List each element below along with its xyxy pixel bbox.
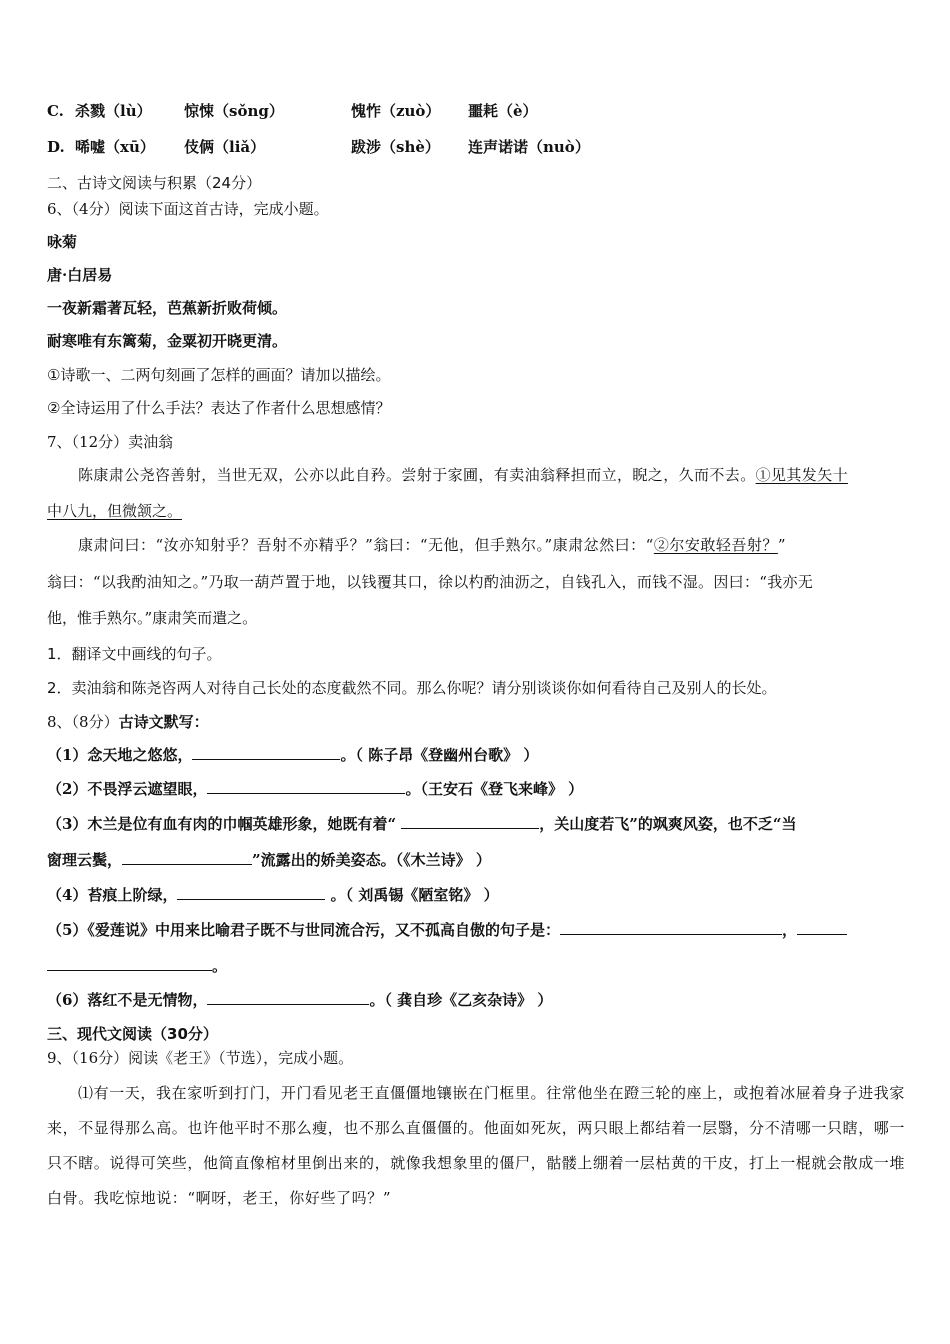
item-text: ，关山度若飞”的飒爽风姿，也不乏“当 xyxy=(539,815,797,833)
option-word: 杀戮（lù） xyxy=(75,102,152,120)
answer-blank[interactable] xyxy=(401,814,539,829)
passage-title: 卖油翁 xyxy=(128,433,174,451)
sub-question: ①诗歌一、二两句刻画了怎样的画面？请加以描绘。 xyxy=(47,366,391,384)
option-word: 愧怍（zuò） xyxy=(351,102,441,120)
option-word: 噩耗（è） xyxy=(468,102,538,120)
item-text: ， xyxy=(781,921,797,939)
answer-blank[interactable] xyxy=(207,779,405,794)
item-text: 。（ 龚自珍《乙亥杂诗》 ） xyxy=(369,991,553,1009)
passage-text: ” xyxy=(777,536,787,554)
recitation-item xyxy=(47,778,583,800)
recitation-item xyxy=(47,919,847,941)
question-prompt: 阅读下面这首古诗，完成小题。 xyxy=(118,200,329,218)
question-number: 6、（4分） xyxy=(47,200,119,218)
option-c xyxy=(47,100,907,122)
recitation-item xyxy=(47,849,491,871)
question-number: 9、（16分） xyxy=(47,1049,129,1067)
item-text: 。（ 陈子昂《登幽州台歌》 ） xyxy=(340,746,539,764)
recitation-item xyxy=(47,989,552,1011)
answer-blank[interactable] xyxy=(560,920,782,935)
answer-blank[interactable] xyxy=(47,956,212,971)
question-prompt: 古诗文默写： xyxy=(118,713,209,731)
option-label: C. xyxy=(47,102,64,120)
poem-author: 唐·白居易 xyxy=(47,266,113,284)
option-d xyxy=(47,136,907,158)
recitation-item xyxy=(47,955,227,977)
sub-question: ②全诗运用了什么手法？表达了作者什么思想感情？ xyxy=(47,399,391,417)
item-text: （5）《爱莲说》中用来比喻君子既不与世同流合污，又不孤高自傲的句子是： xyxy=(47,921,560,939)
question-number: 7、（12分） xyxy=(47,433,129,451)
item-text: （4）苔痕上阶绿， xyxy=(47,886,178,904)
passage-text: 陈康肃公尧咨善射，当世无双，公亦以此自矜。尝射于家圃，有卖油翁释担而立，睨之，久而不去。 xyxy=(78,466,756,484)
passage-text: 康肃问曰：“汝亦知射乎？吾射不亦精乎？”翁曰：“无他，但手熟尔。”康肃忿然曰：“ xyxy=(78,536,654,554)
poem-line: 一夜新霜著瓦轻，芭蕉新折败荷倾。 xyxy=(47,299,288,317)
option-word: 连声诺诺（nuò） xyxy=(468,138,590,156)
question-number: 8、（8分） xyxy=(47,713,119,731)
recitation-item xyxy=(47,813,797,835)
item-text: （6）落红不是无情物， xyxy=(47,991,208,1009)
option-word: 跋涉（shè） xyxy=(351,138,440,156)
answer-blank[interactable] xyxy=(797,920,847,935)
question-7 xyxy=(47,431,173,453)
passage-line xyxy=(78,534,906,556)
section-title: 二、古诗文阅读与积累（24分） xyxy=(47,174,262,192)
question-9 xyxy=(47,1047,353,1069)
item-text: 窗理云鬓， xyxy=(47,851,123,869)
question-8 xyxy=(47,711,209,733)
sub-question: 1．翻译文中画线的句子。 xyxy=(47,645,222,663)
option-word: 伎俩（liǎ） xyxy=(184,138,266,156)
poem-line: 耐寒唯有东篱菊，金粟初开晓更清。 xyxy=(47,332,288,350)
option-label: D. xyxy=(47,138,65,156)
section-title: 三、现代文阅读（30分） xyxy=(47,1025,218,1043)
item-text: 。（ 刘禹锡《陋室铭》 ） xyxy=(325,886,499,904)
item-text: （1）念天地之悠悠， xyxy=(47,746,193,764)
answer-blank[interactable] xyxy=(192,745,340,760)
option-word: 惊悚（sǒng） xyxy=(184,102,284,120)
item-text: 。（王安石《登飞来峰》 ） xyxy=(405,780,584,798)
passage-paragraph: ⑴有一天，我在家听到打门，开门看见老王直僵僵地镶嵌在门框里。往常他坐在蹬三轮的座上，或抱着冰屉着身子进我家来，不显得那么高。也许他平时不那么瘦，也不那么直僵僵的。他面如死灰，两只眼上都结着一层翳，分不清哪一只瞎，哪一只不瞎。说得可笑些，他简直像棺材里倒出来的，就像我想象里的僵尸，骷髅上绷着一层枯黄的干皮，打上一棍就会散成一堆白骨。我吃惊地说：“啊呀，老王，你好些了吗？” xyxy=(47,1084,906,1207)
answer-blank[interactable] xyxy=(177,885,325,900)
answer-blank[interactable] xyxy=(207,990,369,1005)
sub-question: 2．卖油翁和陈尧咨两人对待自己长处的态度截然不同。那么你呢？请分别谈谈你如何看待自己及别人的长处。 xyxy=(47,679,777,697)
underlined-sentence: 中八九，但微颔之。 xyxy=(47,502,183,520)
question-6 xyxy=(47,198,329,220)
recitation-item xyxy=(47,744,538,766)
passage-line: 他，惟手熟尔。”康肃笑而遣之。 xyxy=(47,609,258,627)
item-text: （3）木兰是位有血有肉的巾帼英雄形象，她既有着“ xyxy=(47,815,402,833)
option-word: 唏嘘（xū） xyxy=(75,138,155,156)
question-prompt: 阅读《老王》（节选），完成小题。 xyxy=(128,1049,354,1067)
recitation-item xyxy=(47,884,499,906)
passage-line: 翁曰：“以我酌油知之。”乃取一葫芦置于地，以钱覆其口，徐以杓酌油沥之，自钱孔入，而钱不湿。因曰：“我亦无 xyxy=(47,573,814,591)
passage-line xyxy=(78,464,906,486)
poem-title: 咏菊 xyxy=(47,233,78,251)
answer-blank[interactable] xyxy=(122,850,252,865)
underlined-sentence: ②尔安敢轻吾射？ xyxy=(653,536,778,554)
item-text: ”流露出的娇美姿态。（《木兰诗》 ） xyxy=(252,851,491,869)
passage-line xyxy=(47,500,182,522)
item-text: （2）不畏浮云遮望眼， xyxy=(47,780,208,798)
item-text: 。 xyxy=(212,957,228,975)
underlined-sentence: ①见其发矢十 xyxy=(755,466,849,484)
